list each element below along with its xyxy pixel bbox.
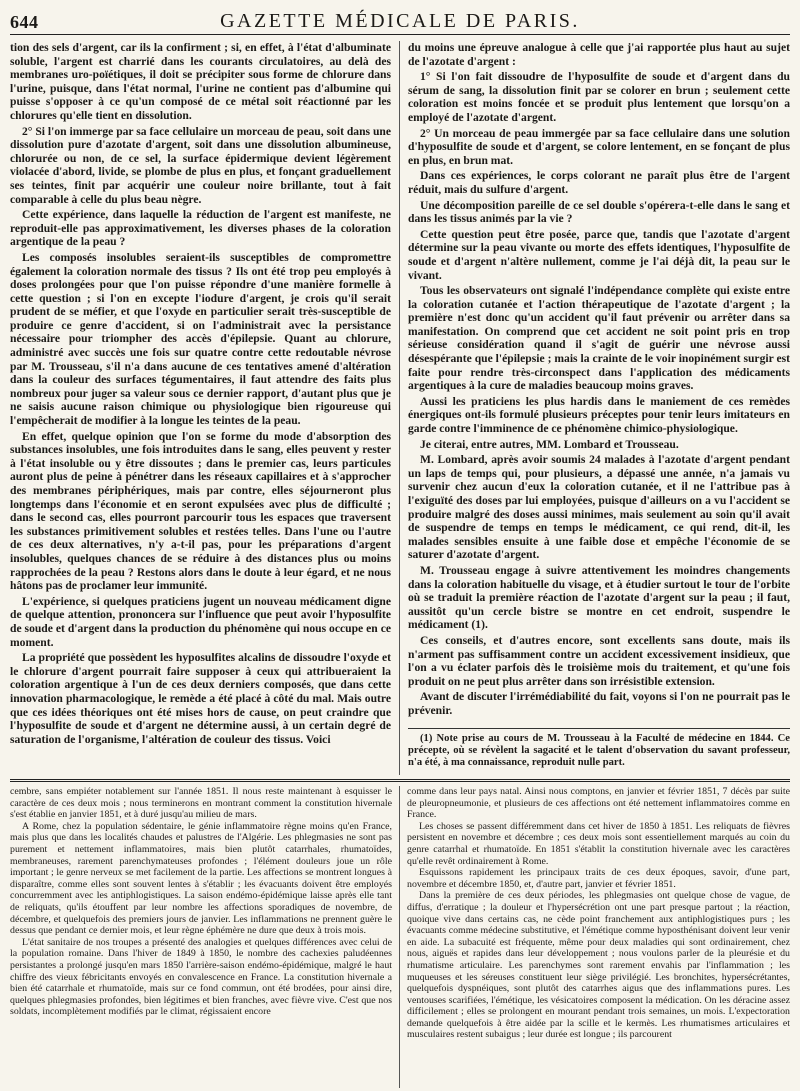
upper-left-column [6, 41, 400, 775]
feuilleton-section [6, 786, 794, 1088]
section-divider [10, 779, 790, 782]
paragraph: du moins une épreuve analogue à celle que j'ai rapportée plus haut au sujet de l'azotate d'argent : [408, 41, 790, 68]
footnote: (1) Note prise au cours de M. Trousseau à la Faculté de médecine en 1844. Ce précepte, où se révèlent la sagacité et le talent d'observation du savant professeur, n'a été, à ma connaissance, reproduit nulle part. [408, 732, 790, 769]
paragraph: Les composés insolubles seraient-ils susceptibles de compromettre également la coloration normale des tissus ? Ils ont été trop peu employés à doses prolongées pour que l'on puisse répondre d'une manière formelle à cette question ; si l'on en excepte l'iodure d'argent, je crois qu'il serait prudent de se méfier, et que l'oxyde en particulier serait très-susceptible de produire ce genre d'accident, si on l'administrait avec la persistance nécessaire pour triompher des accès d'épilepsie. Quant au chlorure, administré avec succès une fois sur quatre contre cette redoutable névrose par M. Trousseau, s'il n'a dans aucune de ces tentatives amené d'altération dans la couleur des surfaces tégumentaires, il faut attendre des faits plus nombreux pour juger sa valeur sous ce dernier rapport, d'autant plus que je ne saisis aucune raison chimique ou physiologique bien rigoureuse qui l'empêcherait de modifier à la longue les teintes de la peau. [10, 250, 391, 428]
paragraph: La propriété que possèdent les hyposulfites alcalins de dissoudre l'oxyde et le chlorure d'argent pourrait faire supposer à ceux qui attribueraient la coloration argentique à l'un de ces deux derniers composés, que dans cette innovation pharmacologique, le remède a été placé à côté du mal. Mais outre que ces idées théoriques ont été mises hors de cause, on peut craindre que l'hyposulfite de soude et d'argent ne détermine aussi, à un certain degré de saturation de l'organisme, l'altération de couleur des tissus. Voici [10, 651, 391, 746]
lower-right-column [400, 786, 794, 1088]
paragraph: Je citerai, entre autres, MM. Lombard et Trousseau. [420, 437, 679, 451]
paragraph: 2° Un morceau de peau immergée par sa face cellulaire dans une solution d'hyposulfite de soude et d'argent, se colore lentement, en se fonçant de plus en plus, en brun mat. [408, 126, 790, 167]
paragraph: tion des sels d'argent, car ils la confirment ; si, en effet, à l'état d'albuminate soluble, l'argent est charrié dans les courants circulatoires, au delà des membranes uro-poïétiques, il doit se précipiter sous forme de chlorure dans l'urine, puisque, dans l'état normal, l'urine ne contient pas d'albumine qui puisse s'opposer à ce qu'un composé de ce métal soit réactionné par les chlorures qu'elle tient en dissolution. [10, 41, 391, 122]
paragraph: comme dans leur pays natal. Ainsi nous comptons, en janvier et février 1851, 7 décès par suite de pleuropneumonie, et plusieurs de ces affections ont été nettement inflammatoires comme en France. [407, 786, 790, 821]
paragraph: Esquissons rapidement les principaux traits de ces deux époques, savoir, d'une part, novembre et décembre 1850, et, d'autre part, janvier et février 1851. [407, 867, 790, 890]
paragraph: 1° Si l'on fait dissoudre de l'hyposulfite de soude et d'argent dans du sérum de sang, la dissolution finit par se colorer en brun ; seulement cette coloration est moins foncée et se produit plus lentement que lorsqu'on a employé de l'azotate d'argent. [408, 70, 790, 124]
paragraph: Tous les observateurs ont signalé l'indépendance complète qui existe entre la coloration cutanée et l'action thérapeutique de l'azotate d'argent ; la première n'est donc qu'un accident qu'il faut prévenir ou arrêter dans sa manifestation. On comprend que cet accident ne soit point pris en trop sérieuse considération quand il s'agit de guérir une névrose aussi désespérante que l'épilepsie ; mais la crainte de le voir inopinément surgir est faite pour rendre très-circonspect dans l'application des médicaments argentiques à la cure de maladies beaucoup moins graves. [408, 284, 790, 393]
paragraph: En effet, quelque opinion que l'on se forme du mode d'absorption des substances insolubles, une fois introduites dans le sang, elles peuvent y rester à l'état insoluble ou y être dissoutes ; dans le premier cas, leurs particules auront plus de peine à pénétrer dans les réseaux capillaires et à s'approcher des membranes périphériques, mais par contre, elles séjourneront plus longtemps dans l'économie et en seront expulsées avec plus de difficulté ; dans le second cas, elles pourront parcourir tous les espaces que traversent les substances primitivement solubles et restées telles. Dans l'une ou l'autre de ces deux alternatives, n'y a-t-il pas, pour les préparations d'argent insolubles, quelques chances de se réduire à des distances plus ou moins rapprochées de la peau ? Restons alors dans le doute à leur égard, et ne nous hâtons pas de proclamer leur immunité. [10, 429, 391, 593]
paragraph: Une décomposition pareille de ce sel double s'opérera-t-elle dans le sang et dans les tissus animés par la vie ? [408, 198, 790, 226]
paragraph: Ces conseils, et d'autres encore, sont excellents sans doute, mais ils n'arment pas suffisamment contre un accident excessivement insidieux, que l'on a vu éclater parfois dès le troisième mois du traitement, et qu'une fois produit on ne peut plus arrêter dans son irrésistible extension. [408, 633, 790, 688]
paragraph: Dans ces expériences, le corps colorant ne paraît plus être de l'argent réduit, mais du sulfure d'argent. [408, 169, 790, 196]
paragraph: Avant de discuter l'irrémédiabilité du fait, voyons si l'on ne pourrait pas le prévenir. [408, 690, 790, 717]
page-header [10, 8, 790, 35]
paragraph: M. Lombard, après avoir soumis 24 malades à l'azotate d'argent pendant un laps de temps qui, pour plusieurs, a dépassé une année, n'a jamais vu survenir chez aucun d'eux la coloration cutanée, et il ne l'attribue pas à l'exiguïté des doses par lui employées, puisque d'ailleurs on a vu l'accident se produire malgré des doses aussi minimes, mais seulement au soin qu'il avait de suspendre de temps en temps le médicament, ce qui rend, dit-il, les malades sensibles ensuite à une faible dose et empêche l'économie de se saturer d'azotate d'argent. [408, 453, 790, 562]
paragraph: Dans la première de ces deux périodes, les phlegmasies ont quelque chose de vague, de diffus, d'erratique ; la douleur et l'hypersécrétion ont une part presque partout ; la réaction, quoique vive dans certains cas, ne cède point franchement aux antiphlogistiques purs ; les évacuants comme médecine substitutive, et l'émétique comme hyposthénisant doivent leur venir en aide. La subacuité est fréquente, même pour deux maladies qui sont ordinairement, chez nous, aiguës et rapides dans leur développement ; nous voulons parler de la pleurésie et du rhumatisme articulaire. Les parenchymes sont rarement envahis par l'inflammation ; les muqueuses et les séreuses constituent leur siège privilégié. Les bronchites, hypersécrétantes, quelquefois dyspnéiques, sont plutôt des catarrhes aigus que des inflammations pures. Les ventouses scarifiées, l'émétique, les vésicatoires composent la médication. On les déracine assez difficilement ; elles se prolongent en mourant pendant trois semaines, un mois. L'expectoration demande quelquefois à être aidée par la scille et le kermès. Les rhumatismes articulaires et musculaires restent subaigus ; leur durée est longue ; ils parcourent [407, 890, 790, 1041]
paragraph: cembre, sans empiéter notablement sur l'année 1851. Il nous reste maintenant à esquisser le caractère de ces deux mois ; nous terminerons en montrant comment la constitution hivernale s'est établie en janvier 1851, et à duré jusqu'au milieu de mars. [10, 786, 392, 821]
paragraph: L'expérience, si quelques praticiens jugent un nouveau médicament digne de quelque attention, prononcera sur l'influence que peut avoir l'hyposulfite de soude et d'argent dans la production du phénomène qui nous occupe en ce moment. [10, 594, 391, 649]
page-number: 644 [10, 12, 39, 32]
paragraph: 2° Si l'on immerge par sa face cellulaire un morceau de peau, soit dans une dissolution pure d'azotate d'argent, soit dans une dissolution albumineuse, chlorurée ou non, de ce sel, la surface épidermique devient légèrement violacée d'abord, livide, se plombe de plus en plus, et fonçant graduellement ses teintes, finit par acquérir une couleur noire brillante, tout à fait comparable à celle du plus beau nègre. [10, 124, 391, 206]
journal-title: GAZETTE MÉDICALE DE PARIS. [220, 10, 580, 32]
paragraph: Les choses se passent différemment dans cet hiver de 1850 à 1851. Les reliquats de fièvres persistent en novembre et décembre ; ces deux mois sont essentiellement marqués au coin du genre catarrhal et rhumatoïde. En 1851 s'établit la constitution hivernale avec les caractères qu'elle revêt ordinairement à Rome. [407, 820, 790, 867]
upper-right-column [400, 41, 794, 775]
paragraph: Cette question peut être posée, parce que, tandis que l'azotate d'argent détermine sur la peau vivante ou morte des effets identiques, l'hyposulfite de soude et d'argent n'altère nullement, comme je l'ai déjà dit, la peau sur le vivant. [408, 227, 790, 282]
footnote-block [408, 728, 790, 770]
lower-left-column [6, 786, 400, 1088]
paragraph: M. Trousseau engage à suivre attentivement les moindres changements dans la coloration habituelle du visage, et à étudier surtout le tour de l'orbite où se traduit la première réaction de l'azotate d'argent sur la peau ; il faut, aussitôt qu'un cercle bistre se montre en cet endroit, suspendre le médicament (1). [408, 563, 790, 632]
article-upper-section [6, 41, 794, 775]
paragraph: L'état sanitaire de nos troupes a présenté des analogies et quelques différences avec celui de la population romaine. Dans l'hiver de 1849 à 1850, le nombre des cachexies paludéennes persistantes a prolongé jusqu'en mars 1850 l'arrière-saison endémo-épidémique, malgré le haut chiffre des vieux fébricitants envoyés en convalescence en France. La constitution hivernale a bien été catarrhale et rhumatoïde, mais sur ce fond commun, ont été brodées, pour ainsi dire, quelques phlegmasies profondes, bien légitimes et bien franches, avec fièvre vive. C'est que nos soldats, incomplètement modifiés par le climat, régissaient encore [10, 936, 392, 1018]
paragraph: A Rome, chez la population sédentaire, le génie inflammatoire règne moins qu'en France, mais plus que dans les localités chaudes et palustres de l'Algérie. Les phlegmasies ne sont pas purement et nettement inflammatoires, mais bien plutôt catarrhales, rhumatoïdes, membraneuses, rarement parenchymateuses profondes ; l'élément douleurs joue un rôle important ; le genre nerveux se met facilement de la partie. Les affections se montrent longues à disparaître, comme elles sont souvent lentes à s'établir ; les évacuants doivent être employés concurremment avec les antiphlogistiques. La saison endémo-épidémique laisse après elle tant de reliquats, qu'ils étouffent par leur nombre les affections sporadiques de novembre, de décembre, et quelquefois des premiers jours de janvier. Les inflammations ne prennent guère le dessus que pendant ce dernier mois, et leur règne éphémère ne dure que deux à trois mois. [10, 820, 392, 937]
paragraph: Cette expérience, dans laquelle la réduction de l'argent est manifeste, ne reproduit-elle pas approximativement, les diverses phases de la coloration argentique de la peau ? [10, 208, 391, 249]
paragraph: Aussi les praticiens les plus hardis dans le maniement de ces remèdes énergiques ont-ils formulé plusieurs préceptes pour tenir leurs imitateurs en garde contre l'imminence de ce phénomène chimico-physiologique. [408, 394, 790, 436]
